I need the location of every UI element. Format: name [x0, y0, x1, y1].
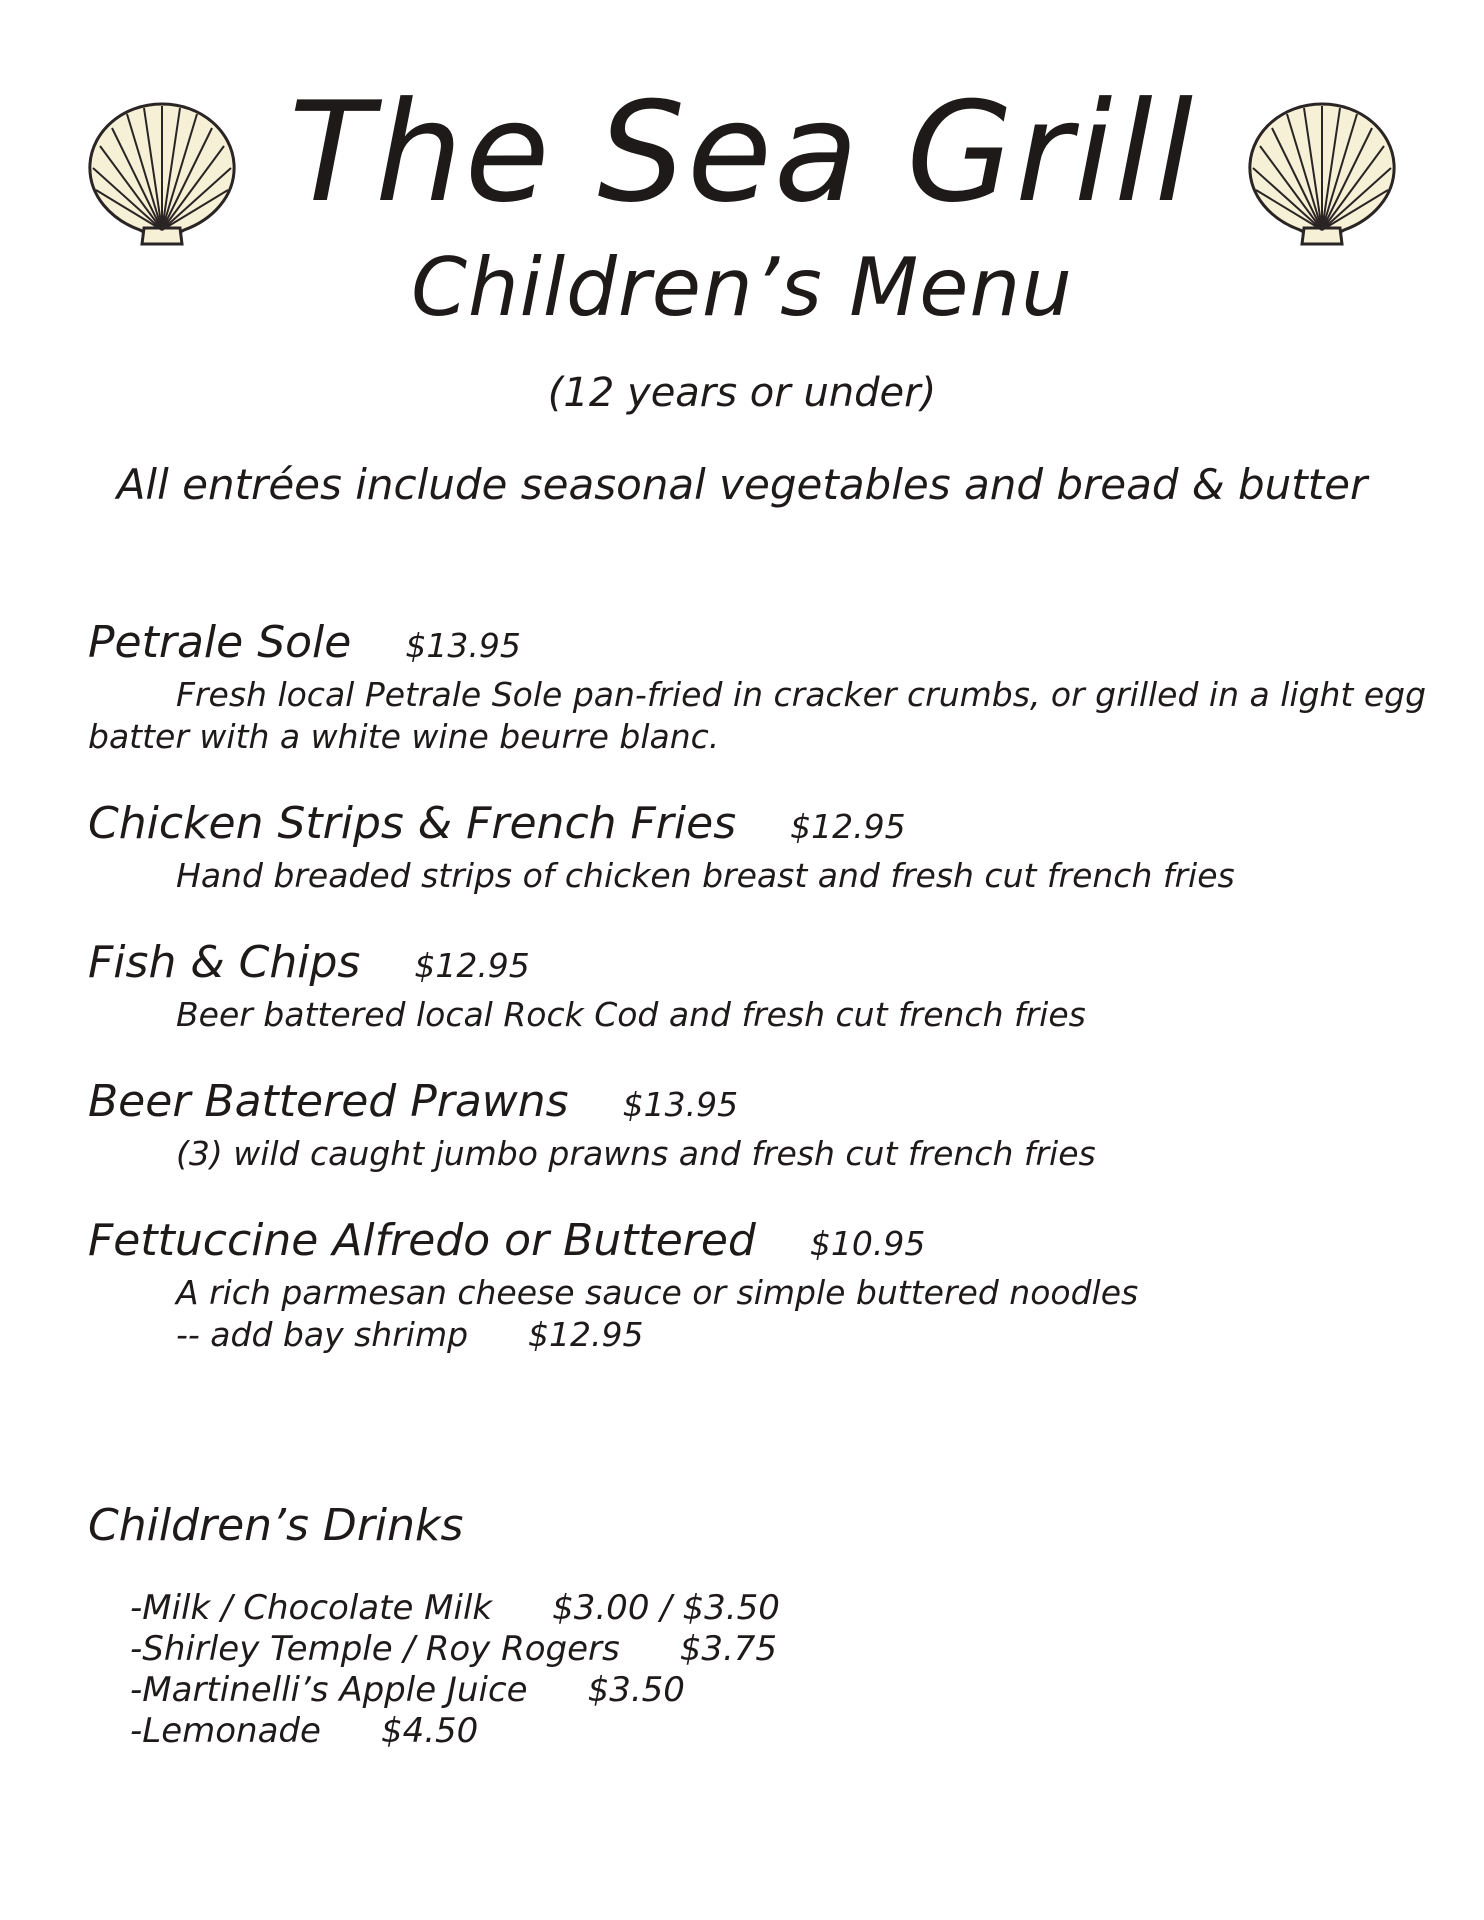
entree-heading — [88, 796, 1428, 855]
drink-price: $3.75 — [679, 1629, 778, 1669]
menu-subtitle: Children’s Menu — [411, 241, 1073, 334]
restaurant-title: The Sea Grill — [288, 72, 1196, 233]
entree-price: $12.95 — [790, 807, 906, 846]
age-note: (12 years or under) — [547, 370, 937, 416]
drink-price: $4.50 — [380, 1711, 479, 1751]
entree-heading — [88, 1074, 1428, 1133]
drink-name: -Lemonade — [130, 1711, 321, 1751]
add-on-label: -- add bay shrimp — [176, 1315, 469, 1354]
entree-item-fettuccine — [88, 1213, 1428, 1356]
entree-heading — [88, 615, 1428, 674]
entree-heading — [88, 1213, 1428, 1272]
entree-item-petrale-sole — [88, 615, 1428, 758]
entree-list — [88, 615, 1428, 1394]
drink-name: -Martinelli’s Apple Juice — [130, 1670, 528, 1710]
entree-description: (3) wild caught jumbo prawns and fresh cut french fries — [176, 1134, 1096, 1173]
drinks-list — [130, 1588, 780, 1752]
drink-item — [130, 1629, 780, 1670]
entree-name: Chicken Strips & French Fries — [88, 798, 737, 849]
entree-description: Fresh local Petrale Sole pan-fried in cracker crumbs, or grilled in a light egg batter with a white wine beurre blanc. — [88, 675, 1427, 756]
entree-name: Beer Battered Prawns — [88, 1076, 569, 1127]
entree-name: Petrale Sole — [88, 617, 352, 668]
drink-item — [130, 1588, 780, 1629]
entree-name: Fish & Chips — [88, 937, 361, 988]
entree-price: $13.95 — [622, 1085, 739, 1124]
entree-price: $10.95 — [809, 1224, 926, 1263]
drink-item — [130, 1670, 780, 1711]
entree-description: Beer battered local Rock Cod and fresh cut french fries — [176, 995, 1086, 1034]
entree-price: $12.95 — [414, 946, 530, 985]
entree-add-on — [88, 1314, 1428, 1356]
entree-price: $13.95 — [405, 626, 521, 665]
drinks-heading: Children’s Drinks — [88, 1500, 464, 1551]
entree-item-fish-chips — [88, 935, 1428, 1036]
entree-name: Fettuccine Alfredo or Buttered — [88, 1215, 756, 1266]
drink-price: $3.50 — [587, 1670, 685, 1710]
add-on-price: $12.95 — [528, 1315, 644, 1354]
entree-description: A rich parmesan cheese sauce or simple buttered noodles — [176, 1273, 1139, 1312]
entree-description: Hand breaded strips of chicken breast and fresh cut french fries — [176, 856, 1235, 895]
entree-item-prawns — [88, 1074, 1428, 1175]
drink-name: -Shirley Temple / Roy Rogers — [130, 1629, 620, 1669]
drink-price: $3.00 / $3.50 — [552, 1588, 780, 1628]
entree-heading — [88, 935, 1428, 994]
entree-item-chicken-strips — [88, 796, 1428, 897]
drink-item — [130, 1711, 780, 1752]
drink-name: -Milk / Chocolate Milk — [130, 1588, 493, 1628]
entree-intro: All entrées include seasonal vegetables and bread & butter — [116, 460, 1368, 509]
